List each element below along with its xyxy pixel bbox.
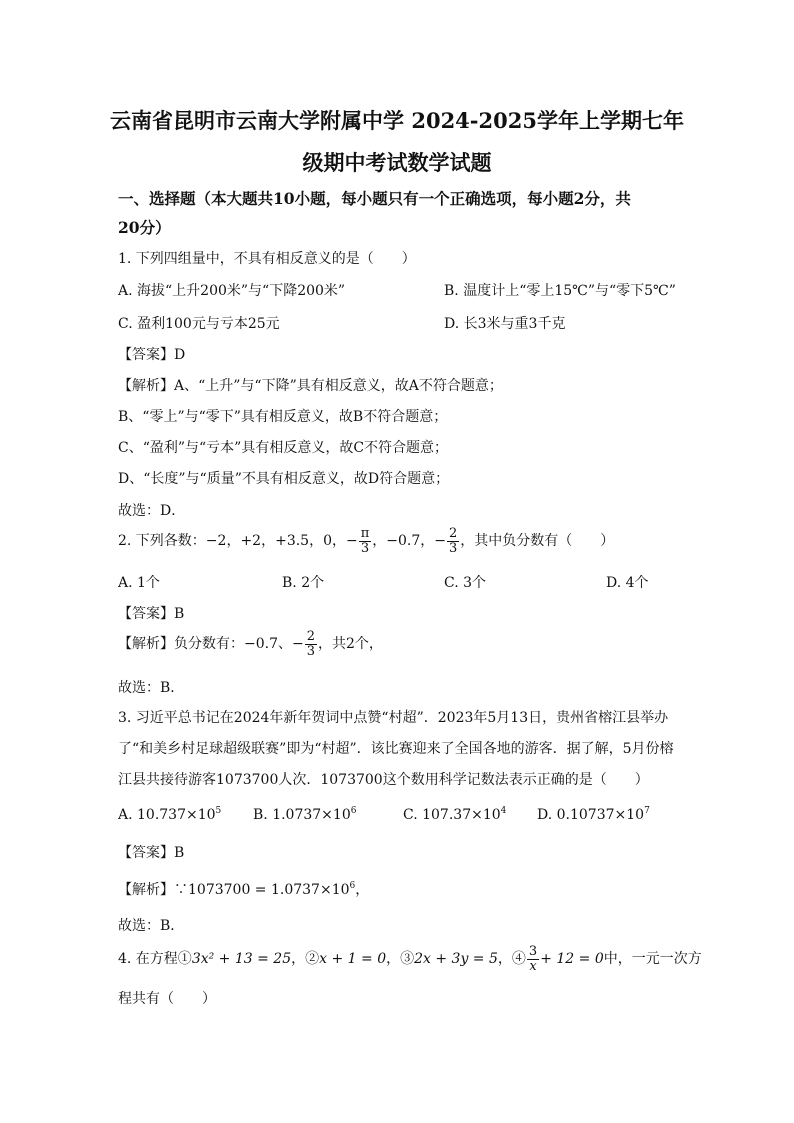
q2-option-a: A. 1个 bbox=[118, 575, 160, 591]
q3-stem-line3: 江县共接待游客1073700人次．1073700这个数用科学记数法表示正确的是（ ） bbox=[118, 772, 649, 788]
q2-conclusion: 故选：B． bbox=[118, 680, 185, 696]
q3-answer: 【答案】B bbox=[118, 845, 185, 861]
q4-equation-2: x + 1 = 0 bbox=[319, 951, 387, 968]
q2-answer: 【答案】B bbox=[118, 606, 185, 622]
q3-stem-line1: 3. 习近平总书记在2024年新年贺词中点赞“村超”．2023年5月13日，贵州省榕江县举办 bbox=[118, 710, 669, 726]
q4-equation-4-tail: + 12 = 0 bbox=[540, 951, 604, 968]
q2-option-b: B. 2个 bbox=[282, 575, 325, 591]
q3-option-d: D. $0.10737\times 10^7$ bbox=[537, 806, 650, 823]
q2-stem bbox=[118, 527, 614, 555]
q1-option-b: B. 温度计上“零上15℃”与“零下5℃” bbox=[444, 283, 676, 299]
document-title-line2: 级期中考试数学试题 bbox=[302, 150, 492, 175]
q3-option-a: A. $10.737\times 10^5$ bbox=[118, 806, 222, 823]
q2-explanation-post: ，共2个， bbox=[318, 636, 383, 653]
two-thirds-fraction-explanation: $\frac{2}{3}$ bbox=[306, 629, 316, 659]
three-over-x-fraction: $\frac{3}{x}$ bbox=[528, 944, 538, 974]
q1-explanation-1: 【解析】A、“上升”与“下降”具有相反意义，故A不符合题意； bbox=[118, 378, 503, 394]
q2-stem-mid: ，−0.7，− bbox=[372, 533, 446, 550]
q2-option-d: D. 4个 bbox=[606, 575, 649, 591]
q3-explanation: 【解析】∵1073700 = $1.0737\times 10^6$， bbox=[118, 881, 370, 898]
q3-conclusion: 故选：B． bbox=[118, 918, 185, 934]
q3-stem-line2: 了“和美乡村足球超级联赛”即为“村超”．该比赛迎来了全国各地的游客．据了解，5月份榕 bbox=[118, 741, 674, 757]
q1-answer: 【答案】D bbox=[118, 347, 186, 363]
q4-equation-3: 2x + 3y = 5 bbox=[414, 951, 498, 968]
q1-option-a: A. 海拔“上升200米”与“下降200米” bbox=[118, 283, 346, 299]
document-title-line1: 云南省昆明市云南大学附属中学 2024-2025学年上学期七年 bbox=[110, 108, 684, 133]
q4-stem-line2: 程共有（ ） bbox=[118, 991, 216, 1007]
q2-explanation bbox=[118, 630, 383, 658]
q2-option-c: C. 3个 bbox=[444, 575, 487, 591]
q3-option-c: C. $107.37\times 10^4$ bbox=[403, 806, 507, 823]
section-heading-line2: 20分） bbox=[118, 218, 171, 237]
pi-over-3-fraction: $\frac{\pi}{3}$ bbox=[360, 526, 370, 556]
q1-option-d: D. 长3米与重3千克 bbox=[444, 316, 566, 332]
section-heading-line1: 一、选择题（本大题共10小题，每小题只有一个正确选项，每小题2分，共 bbox=[118, 189, 631, 208]
q2-explanation-pre: 【解析】负分数有：−0.7、− bbox=[118, 636, 304, 653]
two-thirds-fraction: $\frac{2}{3}$ bbox=[449, 526, 458, 556]
q3-option-b: B. $1.0737\times 10^6$ bbox=[253, 806, 357, 823]
q1-option-c: C. 盈利100元与亏本25元 bbox=[118, 316, 280, 332]
q4-stem bbox=[118, 945, 702, 973]
q4-sep-3: ，③ bbox=[386, 951, 415, 968]
q1-stem: 1. 下列四组量中，不具有相反意义的是（ ） bbox=[118, 251, 416, 267]
q1-explanation-4: D、“长度”与“质量”不具有相反意义，故D符合题意； bbox=[118, 471, 450, 487]
q4-stem-pre: 4. 在方程① bbox=[118, 951, 192, 968]
q2-stem-post: ，其中负分数有（ ） bbox=[460, 533, 615, 550]
q4-sep-4: ，④ bbox=[497, 951, 526, 968]
q4-stem-post: 中，一元一次方 bbox=[603, 951, 702, 968]
q4-equation-1: 3x² + 13 = 25 bbox=[191, 951, 292, 968]
q2-stem-pre: 2. 下列各数：−2，+2，+3.5，0，− bbox=[118, 533, 358, 550]
q1-conclusion: 故选：D． bbox=[118, 503, 186, 519]
q1-explanation-3: C、“盈利”与“亏本”具有相反意义，故C不符合题意； bbox=[118, 440, 449, 456]
q1-explanation-2: B、“零上”与“零下”具有相反意义，故B不符合题意； bbox=[118, 409, 448, 425]
q4-sep-2: ，② bbox=[291, 951, 320, 968]
